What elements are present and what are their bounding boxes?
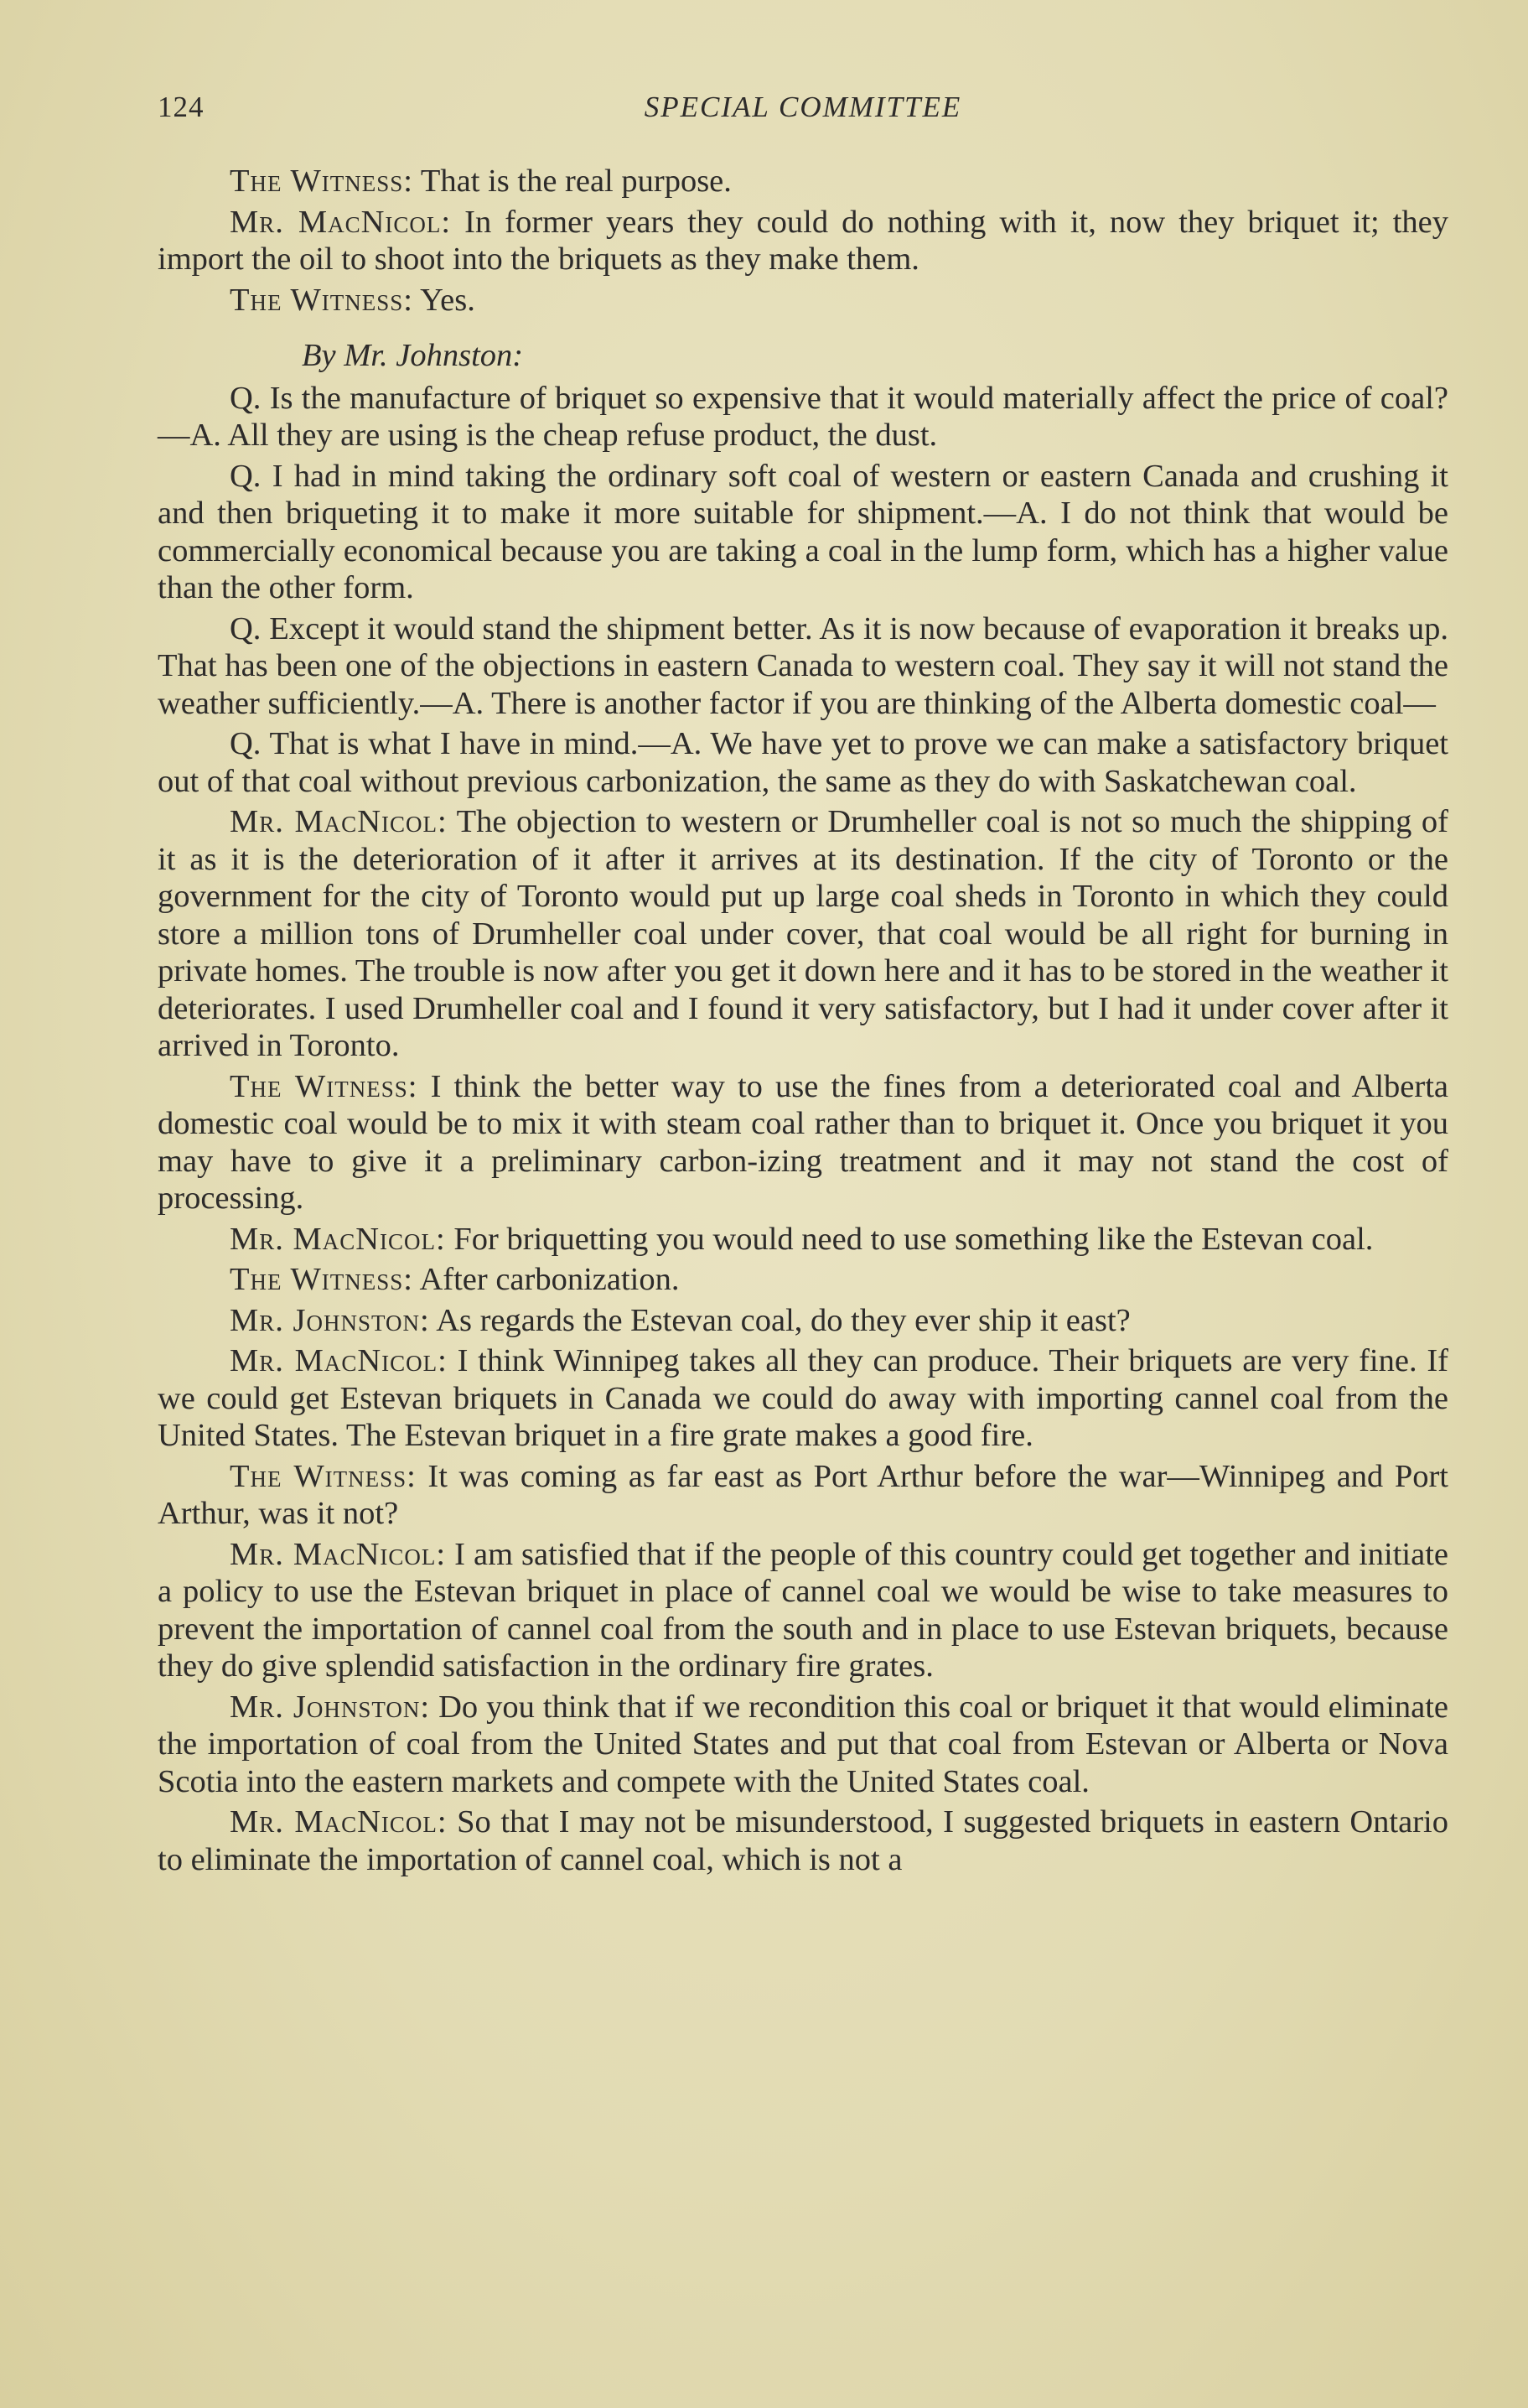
transcript-paragraph bbox=[158, 1068, 1448, 1217]
transcript-paragraph bbox=[158, 1221, 1448, 1258]
transcript-paragraph bbox=[158, 1803, 1448, 1878]
transcript-paragraph bbox=[158, 1536, 1448, 1685]
examiner-byline: By Mr. Johnston: bbox=[302, 338, 524, 373]
paragraph-text: As regards the Estevan coal, do they ever ship it east? bbox=[429, 1302, 1131, 1338]
paragraph-text: The objection to western or Drumheller coal is not so much the shipping of it as it is the deterioration of it after it arrives at its destination. If the city of Toronto or the government for the city of Toronto would put up large coal sheds in Toronto in which they could store a million tons of Drumheller coal under cover, that coal would be all right for burning in private homes. The trouble is now after you get it down here and it has to be stored in the weather it deteriorates. I used Drumheller coal and I found it very satisfactory, but I had it under cover after it arrived in Toronto. bbox=[158, 804, 1448, 1063]
transcript-body bbox=[158, 163, 1448, 1878]
question-answer bbox=[158, 380, 1448, 454]
paragraph-text: For briquetting you would need to use something like the Estevan coal. bbox=[445, 1221, 1374, 1257]
paragraph-text: Q. I had in mind taking the ordinary soft coal of western or eastern Canada and crushing it and then briqueting it to make it more suitable for shipment.—A. I do not think that would be commercially economical because you are taking a coal in the lump form, which has a higher value than the other form. bbox=[158, 458, 1448, 605]
paragraph-text: I think the better way to use the fines from a deteriorated coal and Alberta domestic coal would be to mix it with steam coal rather than to briquet it. Once you briquet it you may have to give it a preliminary carbon-izing treatment and it may not stand the cost of processing. bbox=[158, 1068, 1448, 1216]
speaker-label: Mr. MacNicol: bbox=[230, 1536, 447, 1572]
speaker-label: Mr. MacNicol: bbox=[230, 1343, 448, 1378]
speaker-label: Mr. Johnston: bbox=[230, 1689, 431, 1725]
speaker-label: Mr. MacNicol: bbox=[230, 804, 448, 839]
speaker-label: The Witness: bbox=[230, 282, 413, 318]
paragraph-text: Q. Is the manufacture of briquet so expensive that it would materially affect the price of coal?—A. All they are using is the cheap refuse product, the dust. bbox=[158, 380, 1448, 453]
paragraph-text: I am satisfied that if the people of this country could get together and initiate a policy to use the Estevan briquet in place of cannel coal we would be wise to take measures to prevent the importation of cannel coal from the south and in place to use Estevan briquets, because they do give splendid satisfaction in the ordinary fire grates. bbox=[158, 1536, 1448, 1684]
speaker-label: The Witness: bbox=[230, 1262, 413, 1297]
speaker-label: Mr. MacNicol: bbox=[230, 1221, 446, 1257]
transcript-paragraph bbox=[158, 803, 1448, 1065]
transcript-paragraph bbox=[158, 1342, 1448, 1455]
paragraph-text: So that I may not be misunderstood, I suggested briquets in eastern Ontario to eliminate the importation of cannel coal, which is not a bbox=[158, 1804, 1448, 1877]
transcript-paragraph bbox=[158, 1689, 1448, 1801]
paragraph-text: Q. That is what I have in mind.—A. We have yet to prove we can make a satisfactory briquet out of that coal without previous carbonization, the same as they do with Saskatchewan coal. bbox=[158, 726, 1448, 799]
transcript-paragraph bbox=[158, 282, 1448, 319]
paragraph-text: Do you think that if we recondition this coal or briquet it that would eliminate the importation of coal from the United States and put that coal from Estevan or Alberta or Nova Scotia into the eastern markets and compete with the United States coal. bbox=[158, 1689, 1448, 1799]
paragraph-text: Q. Except it would stand the shipment better. As it is now because of evaporation it breaks up. That has been one of the objections in eastern Canada to western coal. They say it will not stand the weather sufficiently.—A. There is another factor if you are thinking of the Alberta domestic coal— bbox=[158, 610, 1448, 721]
speaker-label: The Witness: bbox=[230, 1458, 417, 1494]
running-title: SPECIAL COMMITTEE bbox=[644, 91, 962, 123]
paragraph-text: After carbonization. bbox=[412, 1262, 680, 1297]
question-answer bbox=[158, 458, 1448, 607]
paragraph-text: That is the real purpose. bbox=[412, 163, 732, 199]
speaker-label: The Witness: bbox=[230, 1068, 418, 1104]
question-answer bbox=[158, 725, 1448, 800]
page-header bbox=[158, 91, 1448, 131]
speaker-label: Mr. Johnston: bbox=[230, 1302, 430, 1338]
transcript-paragraph bbox=[158, 1458, 1448, 1533]
paragraph-text: In former years they could do nothing with it, now they briquet it; they import the oil to shoot into the briquets as they make them. bbox=[158, 204, 1448, 277]
transcript-paragraph bbox=[158, 1302, 1448, 1340]
paragraph-text: I think Winnipeg takes all they can produce. Their briquets are very fine. If we could get Estevan briquets in Canada we could do away with importing cannel coal from the United States. The Estevan briquet in a fire grate makes a good fire. bbox=[158, 1343, 1448, 1453]
transcript-paragraph bbox=[158, 1261, 1448, 1299]
speaker-label: The Witness: bbox=[230, 163, 413, 199]
question-answer bbox=[158, 610, 1448, 723]
paragraph-text: Yes. bbox=[412, 282, 475, 318]
speaker-label: Mr. MacNicol: bbox=[230, 1804, 448, 1840]
transcript-paragraph bbox=[158, 204, 1448, 278]
page-number: 124 bbox=[158, 91, 205, 123]
speaker-label: Mr. MacNicol: bbox=[230, 204, 452, 240]
transcript-paragraph bbox=[158, 163, 1448, 200]
paragraph-text: It was coming as far east as Port Arthur before the war—Winnipeg and Port Arthur, was it not? bbox=[158, 1458, 1448, 1531]
